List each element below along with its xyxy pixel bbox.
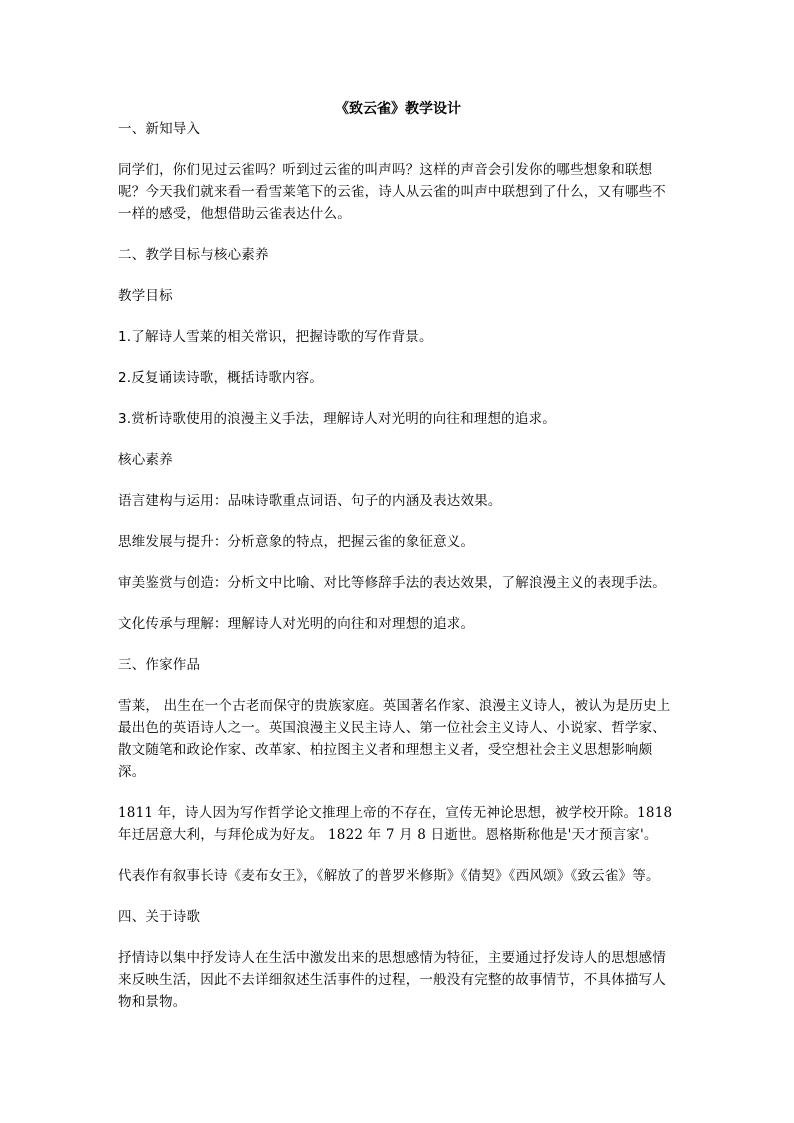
poetry-paragraph: 抒情诗以集中抒发诗人在生活中激发出来的思想感情为特征，主要通过抒发诗人的思想感情来反映生活，因此不去详细叙述生活事件的过程，一般没有完整的故事情节，不具体描写人物和景物。: [118, 950, 666, 1010]
literacy-item: 语言建构与运用：品味诗歌重点词语、句子的内涵及表达效果。: [118, 493, 502, 509]
subheading-core-literacy: 核心素养: [118, 452, 173, 468]
document-body: [118, 100, 678, 1013]
goal-item: 3.赏析诗歌使用的浪漫主义手法，理解诗人对光明的向往和理想的追求。: [118, 411, 556, 427]
author-paragraph: 雪莱， 出生在一个古老而保守的贵族家庭。英国著名作家、浪漫主义诗人，被认为是历史上最出色的英语诗人之一。英国浪漫主义民主诗人、第一位社会主义诗人、小说家、哲学家、散文随笔和政论作家、改革家、柏拉图主义者和理想主义者，受空想社会主义思想影响颇深。: [118, 698, 671, 780]
document-title: 《致云雀》教学设计: [335, 101, 461, 117]
section-heading-author: 三、作家作品: [118, 657, 201, 673]
goal-item: 2.反复诵读诗歌，概括诗歌内容。: [118, 370, 324, 386]
section-heading-poetry: 四、关于诗歌: [118, 909, 201, 925]
subheading-teaching-goals: 教学目标: [118, 288, 173, 304]
literacy-item: 文化传承与理解：理解诗人对光明的向往和对理想的追求。: [118, 616, 475, 632]
author-biography-paragraph: 1811 年，诗人因为写作哲学论文推理上帝的不存在，宣传无神论思想，被学校开除。1818 年迁居意大利，与拜伦成为好友。 1822 年 7 月 8 日逝世。恩格斯称他是'天才预言家'。: [118, 805, 673, 843]
goal-item: 1.了解诗人雪莱的相关常识，把握诗歌的写作背景。: [118, 329, 433, 345]
section-heading-goals: 二、教学目标与核心素养: [118, 247, 269, 263]
section-heading-intro: 一、新知导入: [118, 121, 201, 137]
representative-works-paragraph: 代表作有叙事长诗《麦布女王》，《解放了的普罗米修斯》《倩契》《西风颂》《致云雀》等。: [118, 868, 660, 884]
intro-paragraph: 同学们，你们见过云雀吗？听到过云雀的叫声吗？这样的声音会引发你的哪些想象和联想呢？今天我们就来看一看雪莱笔下的云雀，诗人从云雀的叫声中联想到了什么，又有哪些不一样的感受，他想借助云雀表达什么。: [118, 162, 666, 222]
literacy-item: 思维发展与提升：分析意象的特点，把握云雀的象征意义。: [118, 534, 475, 550]
literacy-item: 审美鉴赏与创造：分析文中比喻、对比等修辞手法的表达效果，了解浪漫主义的表现手法。: [118, 575, 666, 591]
